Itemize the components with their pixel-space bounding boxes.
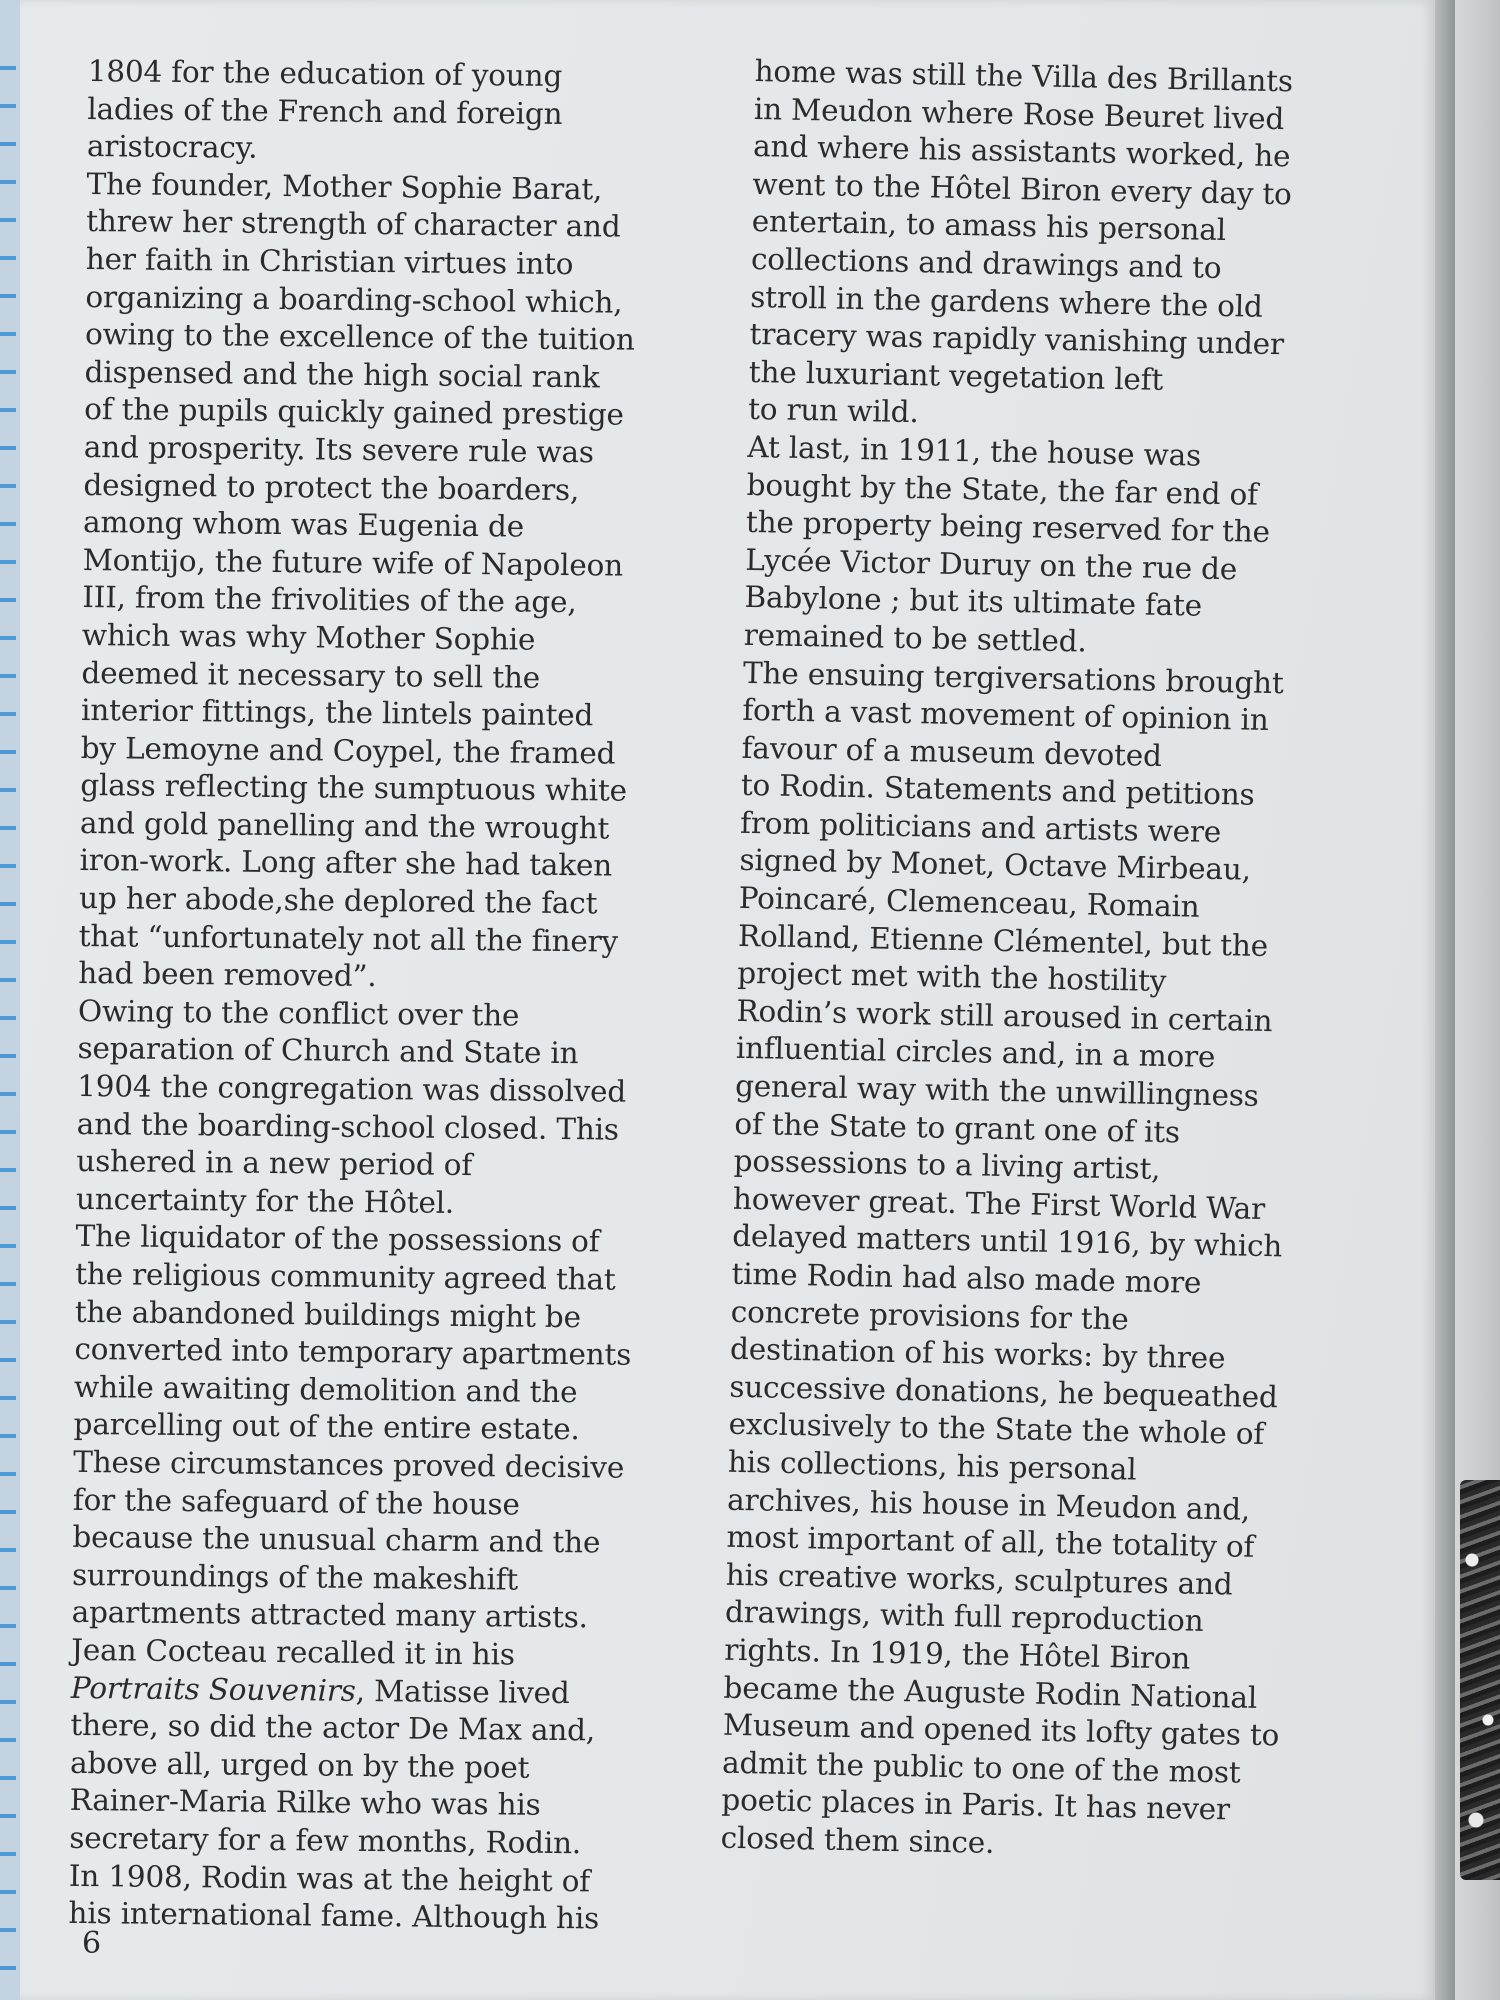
text-line: general way with the unwillingness (734, 1068, 1260, 1113)
text-line: his collections, his personal (727, 1444, 1137, 1487)
text-line: successive donations, he bequeathed (729, 1369, 1278, 1415)
text-line: drawings, with full reproduction (724, 1595, 1204, 1639)
text-line: Museum and opened its lofty gates to (722, 1707, 1280, 1753)
text-line: most important of all, the totality of (726, 1519, 1255, 1565)
text-line: tracery was rapidly vanishing under (749, 317, 1285, 362)
text-line: stroll in the gardens where the old (749, 279, 1264, 324)
text-line: converted into temporary apartments (74, 1332, 632, 1372)
right-text-column (720, 53, 1311, 1868)
text-line: ladies of the French and foreign (87, 91, 563, 131)
text-line: signed by Monet, Octave Mirbeau, (739, 843, 1252, 888)
text-line: III, from the frivolities of the age, (82, 580, 577, 620)
text-line: parcelling out of the entire estate. (73, 1407, 580, 1447)
text-line: because the unusual charm and the (72, 1520, 601, 1560)
text-line: ushered in a new period of (76, 1144, 473, 1183)
text-line: for the safeguard of the house (72, 1482, 520, 1522)
text-line: Poincaré, Clemenceau, Romain (738, 880, 1200, 924)
text-line: influential circles and, in a more (735, 1031, 1216, 1075)
text-line: went to the Hôtel Biron every day to (752, 166, 1292, 212)
text-line: poetic places in Paris. It has never (721, 1782, 1231, 1827)
text-line: owing to the excellence of the tuition (84, 317, 635, 357)
text-line: The ensuing tergiversations brought (742, 655, 1284, 700)
text-line: of the State to grant one of its (734, 1106, 1181, 1149)
book-gutter (1435, 0, 1455, 2000)
text-line: aristocracy. (86, 129, 258, 165)
text-fragment: , Matisse lived (355, 1673, 570, 1710)
text-line: These circumstances proved decisive (73, 1444, 625, 1485)
text-line: surroundings of the makeshift (71, 1557, 519, 1597)
text-line: apartments attracted many artists. (71, 1595, 589, 1635)
text-line: the property being reserved for the (745, 505, 1271, 550)
page-number: 6 (82, 1926, 102, 1961)
text-line: and prosperity. Its severe rule was (83, 429, 595, 470)
text-line: delayed matters until 1916, by which (731, 1219, 1283, 1264)
text-line: archives, his house in Meudon and, (726, 1482, 1251, 1527)
text-line: At last, in 1911, the house was (747, 429, 1202, 473)
text-line: her faith in Christian virtues into (85, 241, 574, 282)
text-line: time Rodin had also made more (731, 1256, 1202, 1300)
text-line: admit the public to one of the most (721, 1745, 1241, 1790)
text-line: that “unfortunately not all the finery (78, 918, 619, 959)
text-line: and the boarding-school closed. This (76, 1106, 619, 1147)
text-line: project met with the hostility (737, 956, 1167, 999)
text-line: 1804 for the education of young (87, 53, 563, 93)
text-line: had been removed”. (78, 956, 377, 994)
text-line: among whom was Eugenia de (82, 505, 525, 544)
text-line: entertain, to amass his personal (751, 204, 1227, 248)
text-line: Jean Cocteau recalled it in his (71, 1632, 515, 1672)
text-line: Owing to the conflict over the (77, 993, 520, 1033)
text-line: the luxuriant vegetation left (748, 354, 1164, 397)
text-line: designed to protect the boarders, (83, 467, 580, 507)
text-line: concrete provisions for the (730, 1294, 1129, 1336)
text-line: iron-work. Long after she had taken (79, 843, 613, 883)
text-line: and gold panelling and the wrought (79, 805, 610, 846)
text-line: Babylone ; but its ultimate fate (744, 580, 1203, 623)
text-line: possessions to a living artist, (733, 1144, 1161, 1187)
text-line: to run wild. (747, 392, 919, 430)
text-line: exclusively to the State the whole of (728, 1407, 1265, 1452)
text-line: Rodin’s work still aroused in certain (736, 993, 1273, 1038)
text-line: The liquidator of the possessions of (75, 1219, 600, 1259)
text-line: The founder, Mother Sophie Barat, (86, 166, 603, 207)
text-line: which was why Mother Sophie (81, 617, 536, 657)
left-text-column (68, 53, 644, 1938)
text-line: by Lemoyne and Coypel, the framed (80, 730, 616, 771)
text-line: closed them since. (720, 1820, 995, 1860)
text-line: rights. In 1919, the Hôtel Biron (724, 1632, 1191, 1676)
text-line: Rainer-Maria Rilke who was his (69, 1783, 541, 1823)
text-line: favour of a museum devoted (741, 730, 1163, 773)
text-line: the abandoned buildings might be (74, 1294, 582, 1334)
book-title-portraits-souvenirs: Portraits Souvenirs (70, 1670, 356, 1708)
text-line: Montijo, the future wife of Napoleon (82, 542, 624, 583)
text-line: up her abode,she deplored the fact (78, 881, 598, 921)
text-line: In 1908, Rodin was at the height of (68, 1858, 591, 1898)
text-line: glass reflecting the sumptuous white (80, 768, 628, 808)
text-line: deemed it necessary to sell the (81, 655, 541, 695)
text-line: his creative works, sculptures and (725, 1557, 1233, 1602)
text-line: home was still the Villa des Brillants (754, 53, 1294, 99)
facing-page-photo-fragment (1460, 1480, 1500, 1880)
text-line: collections and drawings and to (750, 241, 1222, 285)
text-line: there, so did the actor De Max and, (70, 1708, 596, 1748)
text-line: bought by the State, the far end of (746, 467, 1259, 512)
text-line: Lycée Victor Duruy on the rue de (744, 542, 1238, 587)
text-line: however great. The First World War (732, 1181, 1266, 1226)
text-line: secretary for a few months, Rodin. (69, 1820, 582, 1861)
text-line: the religious community agreed that (75, 1256, 616, 1297)
text-line: above all, urged on by the poet (69, 1745, 530, 1785)
text-line: Rolland, Etienne Clémentel, but the (737, 918, 1269, 963)
text-line: destination of his works: by three (729, 1331, 1226, 1376)
text-line-with-italic-title (71, 1669, 628, 1712)
text-line: became the Auguste Rodin National (723, 1670, 1258, 1715)
text-line: from politicians and artists were (739, 805, 1222, 849)
text-line: his international fame. Although his (68, 1895, 600, 1936)
text-line: separation of Church and State in (77, 1031, 579, 1071)
text-line: threw her strength of character and (86, 204, 621, 244)
text-line: interior fittings, the lintels painted (80, 693, 594, 733)
text-line: uncertainty for the Hôtel. (75, 1181, 455, 1220)
binder-ring-marks (0, 40, 16, 1980)
text-line: remained to be settled. (743, 617, 1087, 659)
text-line: to Rodin. Statements and petitions (740, 768, 1255, 813)
text-line: while awaiting demolition and the (73, 1369, 578, 1409)
text-line: of the pupils quickly gained prestige (84, 392, 624, 432)
text-line: forth a vast movement of opinion in (742, 692, 1269, 738)
text-line: in Meudon where Rose Beuret lived (753, 91, 1285, 136)
text-line: 1904 the congregation was dissolved (77, 1068, 627, 1109)
text-line: dispensed and the high social rank (84, 354, 600, 395)
text-line: and where his assistants worked, he (752, 129, 1291, 174)
text-line: organizing a boarding-school which, (85, 279, 623, 320)
